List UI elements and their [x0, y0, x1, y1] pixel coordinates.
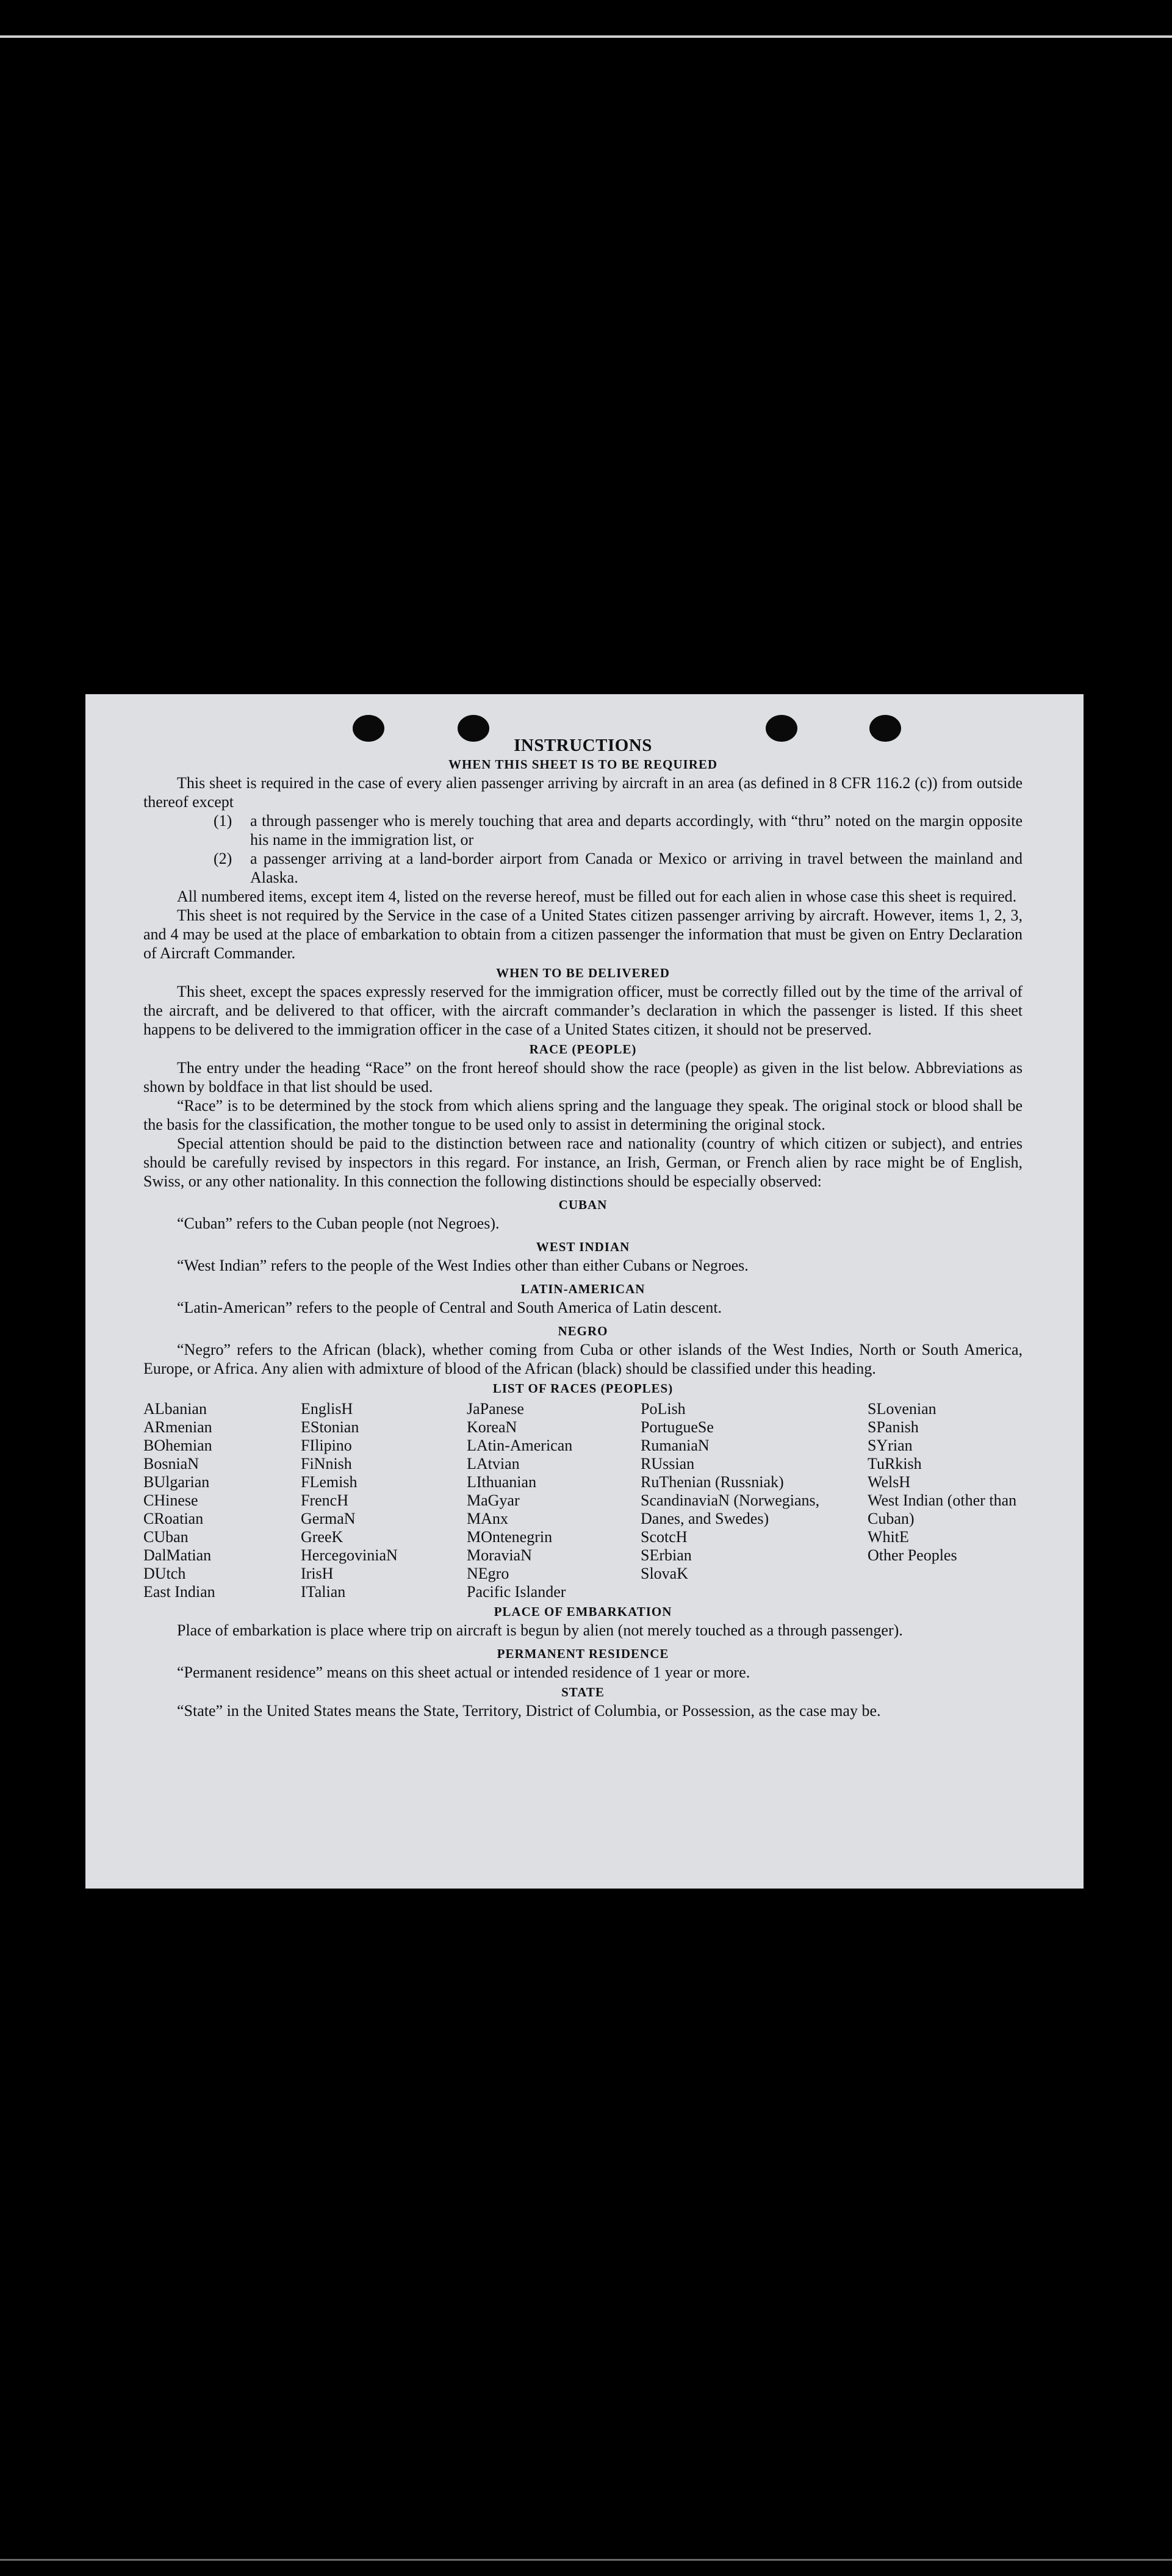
race-entry: PoLish [641, 1400, 686, 1418]
exception-text: a through passenger who is merely touching that area and departs accordingly, with “thru” noted on the margin opposite his name in the immigration list, or [250, 812, 1023, 849]
race-entry: PortugueSe [641, 1418, 714, 1436]
race-entry: FLemish [301, 1473, 358, 1491]
page-title: INSTRUCTIONS [514, 736, 652, 755]
race-entry: CHinese [143, 1491, 198, 1509]
race-entry: WelsH [868, 1473, 911, 1491]
instruction-sheet [85, 694, 1084, 1889]
race-entry: LAtvian [467, 1455, 520, 1473]
heading-race: RACE (PEOPLE) [529, 1042, 637, 1057]
race-entry: SErbian [641, 1546, 692, 1564]
paragraph-west-indian: “West Indian” refers to the people of the West Indies other than either Cubans or Negroes. [177, 1257, 749, 1274]
race-entry: SLovenian [868, 1400, 937, 1418]
race-entry: Other Peoples [868, 1546, 957, 1564]
race-entry: CUban [143, 1528, 189, 1546]
paragraph-latin-american: “Latin-American” refers to the people of Central and South America of Latin descent. [177, 1299, 722, 1316]
race-entry: EnglisH [301, 1400, 353, 1418]
heading-list-of-races: LIST OF RACES (PEOPLES) [492, 1381, 674, 1396]
heading-permanent-residence: PERMANENT RESIDENCE [497, 1646, 669, 1661]
heading-latin-american: LATIN-AMERICAN [520, 1282, 645, 1296]
heading-state: STATE [561, 1685, 605, 1699]
race-entry: WhitE [868, 1528, 909, 1546]
races-column [143, 1400, 301, 1601]
race-entry: ARmenian [143, 1418, 212, 1436]
bottom-scan-edge [0, 2559, 1172, 2561]
heading-west-indian: WEST INDIAN [536, 1240, 630, 1254]
races-column [467, 1400, 641, 1601]
race-entry: IrisH [301, 1565, 334, 1582]
race-entry: ScotcH [641, 1528, 688, 1546]
exception-item [143, 811, 1023, 849]
heading-place-of-embarkation: PLACE OF EMBARKATION [494, 1604, 672, 1619]
race-entry: ScandinaviaN (Norwegians, Danes, and Swedes) [641, 1491, 820, 1527]
race-entry: LIthuanian [467, 1473, 537, 1491]
race-entry: West Indian (other than Cuban) [868, 1491, 1017, 1527]
race-entry: NEgro [467, 1565, 509, 1582]
race-entry: DalMatian [143, 1546, 212, 1564]
paragraph-embarkation: Place of embarkation is place where trip on aircraft is begun by alien (not merely touched as a through passenger). [177, 1621, 903, 1639]
race-entry: Pacific Islander [467, 1583, 566, 1601]
paragraph-state: “State” in the United States means the State, Territory, District of Columbia, or Possession, as the case may be. [177, 1702, 881, 1720]
paragraph-residence: “Permanent residence” means on this sheet actual or intended residence of 1 year or more. [177, 1663, 750, 1681]
race-entry: BosniaN [143, 1455, 199, 1473]
exception-number: (2) [214, 850, 232, 867]
exception-item [143, 849, 1023, 887]
exception-text: a passenger arriving at a land-border airport from Canada or Mexico or arriving in travel between the mainland and Alaska. [250, 850, 1023, 886]
race-entry: MOntenegrin [467, 1528, 553, 1546]
races-column [641, 1400, 868, 1601]
race-entry: FiNnish [301, 1455, 352, 1473]
race-entry: CRoatian [143, 1510, 204, 1527]
race-entry: MaGyar [467, 1491, 520, 1509]
race-entry: DUtch [143, 1565, 186, 1582]
race-entry: FIlipino [301, 1437, 352, 1454]
races-list [143, 1400, 1023, 1601]
race-entry: BUlgarian [143, 1473, 210, 1491]
race-entry: MAnx [467, 1510, 508, 1527]
paragraph-when-delivered: This sheet, except the spaces expressly reserved for the immigration officer, must be correctly filled out by the time of the arrival of the aircraft, and be delivered to that officer, with the aircraft commander’s declaration in which the passenger is listed. If this sheet happens to be delivered to the immigration officer in the case of a United States citizen, it should not be preserved. [143, 983, 1023, 1038]
paragraph-cuban: “Cuban” refers to the Cuban people (not Negroes). [177, 1214, 500, 1232]
race-entry: GreeK [301, 1528, 343, 1546]
race-entry: SlovaK [641, 1565, 688, 1582]
race-entry: HercegoviniaN [301, 1546, 398, 1564]
race-entry: JaPanese [467, 1400, 524, 1418]
race-entry: RumaniaN [641, 1437, 710, 1454]
race-entry: FrencH [301, 1491, 348, 1509]
punch-hole [353, 715, 384, 742]
paragraph-race-definition: “Race” is to be determined by the stock from which aliens spring and the language they speak. The original stock or blood shall be the basis for the classification, the mother tongue to be used only to assist in determining the original stock. [143, 1097, 1023, 1133]
punch-hole [458, 715, 489, 742]
race-entry: TuRkish [868, 1455, 922, 1473]
top-scan-edge [0, 35, 1172, 38]
exception-number: (1) [214, 812, 232, 830]
race-entry: East Indian [143, 1583, 215, 1601]
race-entry: ITalian [301, 1583, 346, 1601]
punch-hole [869, 715, 901, 742]
race-entry: MoraviaN [467, 1546, 532, 1564]
punch-hole [766, 715, 797, 742]
race-entry: GermaN [301, 1510, 356, 1527]
race-entry: BOhemian [143, 1437, 212, 1454]
race-entry: SPanish [868, 1418, 919, 1436]
paragraph-when-required: This sheet is required in the case of every alien passenger arriving by aircraft in an area (as defined in 8 CFR 116.2 (c)) from outside thereof except [143, 774, 1023, 811]
race-entry: LAtin-American [467, 1437, 573, 1454]
race-entry: RUssian [641, 1455, 695, 1473]
heading-cuban: CUBAN [558, 1197, 608, 1212]
race-entry: RuThenian (Russniak) [641, 1473, 784, 1491]
race-entry: EStonian [301, 1418, 359, 1436]
paragraph-race-nationality: Special attention should be paid to the distinction between race and nationality (country of which citizen or subject), and entries should be carefully revised by inspectors in this regard. For instance, an Irish, German, or French alien by race might be of English, Swiss, or any other nationality. In this connection the following distinctions should be especially observed: [143, 1135, 1023, 1190]
paragraph-citizen-passenger: This sheet is not required by the Service in the case of a United States citizen passenger arriving by aircraft. However, items 1, 2, 3, and 4 may be used at the place of embarkation to obtain from a citizen passenger the information that must be given on Entry Declaration of Aircraft Commander. [143, 906, 1023, 962]
paragraph-negro: “Negro” refers to the African (black), whether coming from Cuba or other islands of the West Indies, North or South America, Europe, or Africa. Any alien with admixture of blood of the African (black) should be classified under this heading. [143, 1341, 1023, 1377]
race-entry: ALbanian [143, 1400, 207, 1418]
race-entry: KoreaN [467, 1418, 517, 1436]
heading-when-required: WHEN THIS SHEET IS TO BE REQUIRED [448, 757, 718, 772]
paragraph-race-entry: The entry under the heading “Race” on the front hereof should show the race (people) as given in the list below. Abbreviations as shown by boldface in that list should be used. [143, 1059, 1023, 1096]
paragraph-numbered-items: All numbered items, except item 4, listed on the reverse hereof, must be filled out for each alien in whose case this sheet is required. [177, 888, 1017, 905]
races-column [301, 1400, 467, 1601]
heading-when-delivered: WHEN TO BE DELIVERED [496, 966, 670, 980]
race-entry: SYrian [868, 1437, 913, 1454]
races-column [868, 1400, 1020, 1601]
heading-negro: NEGRO [558, 1324, 608, 1338]
